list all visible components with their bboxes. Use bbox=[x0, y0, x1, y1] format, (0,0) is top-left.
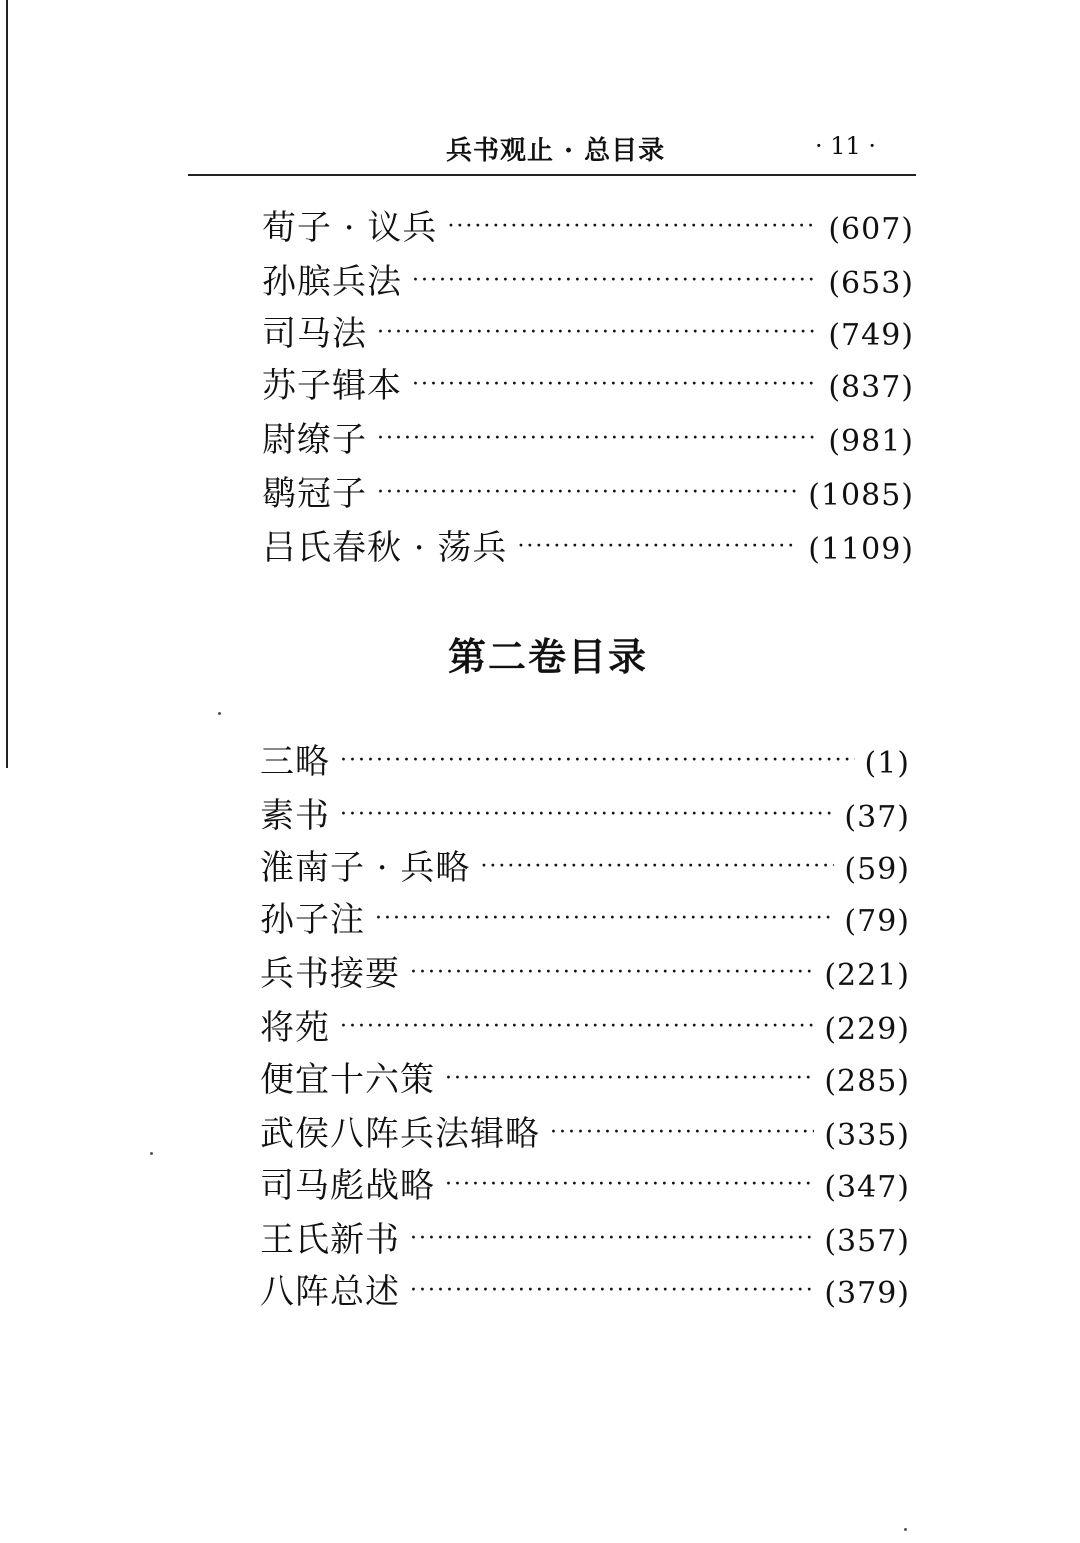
scan-speck bbox=[150, 1152, 153, 1155]
toc-entry-title: 司马法 bbox=[262, 314, 367, 354]
dot-leader bbox=[412, 372, 818, 397]
toc-entry-page: (749) bbox=[828, 318, 914, 353]
toc-entry-page: (221) bbox=[824, 958, 910, 993]
dot-leader bbox=[445, 1066, 814, 1091]
dot-leader bbox=[377, 426, 818, 451]
toc-entry-title: 苏子辑本 bbox=[262, 366, 402, 406]
dot-leader bbox=[410, 1226, 814, 1251]
toc-entry[interactable] bbox=[260, 1264, 910, 1316]
header-rule bbox=[188, 174, 916, 176]
toc-entry-title: 三略 bbox=[260, 742, 330, 782]
toc-entry[interactable] bbox=[262, 520, 914, 572]
toc-entry-page: (653) bbox=[828, 266, 914, 301]
toc-entry-title: 兵书接要 bbox=[260, 954, 400, 994]
toc-entry-page: (1109) bbox=[808, 532, 914, 567]
toc-entry-title: 尉缭子 bbox=[262, 420, 367, 460]
toc-entry-page: (37) bbox=[844, 800, 910, 835]
toc-entry[interactable] bbox=[260, 734, 910, 786]
dot-leader bbox=[340, 1014, 814, 1039]
toc-entry-title: 便宜十六策 bbox=[260, 1060, 435, 1100]
toc-entry-title: 素书 bbox=[260, 796, 330, 836]
scan-speck bbox=[904, 1528, 907, 1531]
running-title: 兵书观止 · 总目录 bbox=[446, 136, 666, 166]
dot-leader bbox=[410, 960, 814, 985]
dot-leader bbox=[412, 268, 818, 293]
toc-entry-page: (607) bbox=[828, 212, 914, 247]
dot-leader bbox=[410, 1278, 814, 1303]
dot-leader bbox=[447, 214, 818, 239]
toc-entry[interactable] bbox=[260, 1000, 910, 1052]
toc-entry-page: (285) bbox=[824, 1064, 910, 1099]
dot-leader bbox=[445, 1172, 814, 1197]
dot-leader bbox=[377, 320, 818, 345]
toc-entry[interactable] bbox=[260, 946, 910, 998]
toc-entry-page: (335) bbox=[824, 1118, 910, 1153]
scan-speck bbox=[218, 712, 221, 715]
toc-entry[interactable] bbox=[262, 412, 914, 464]
toc-entry-page: (379) bbox=[824, 1276, 910, 1311]
toc-entry-page: (229) bbox=[824, 1012, 910, 1047]
toc-entry-title: 孙膑兵法 bbox=[262, 262, 402, 302]
toc-entry[interactable] bbox=[260, 1106, 910, 1158]
toc-entry-title: 八阵总述 bbox=[260, 1272, 400, 1312]
dot-leader bbox=[375, 906, 834, 931]
toc-entry-title: 鹖冠子 bbox=[262, 474, 367, 514]
toc-entry-title: 将苑 bbox=[260, 1008, 330, 1048]
toc-entry[interactable] bbox=[260, 1052, 910, 1104]
toc-entry[interactable] bbox=[262, 254, 914, 306]
toc-entry-page: (1) bbox=[864, 746, 910, 781]
toc-entry-title: 淮南子 · 兵略 bbox=[260, 848, 471, 888]
dot-leader bbox=[340, 802, 834, 827]
toc-entry-title: 吕氏春秋 · 荡兵 bbox=[262, 528, 508, 568]
toc-entry-title: 司马彪战略 bbox=[260, 1166, 435, 1206]
dot-leader bbox=[517, 534, 798, 559]
toc-entry-page: (981) bbox=[828, 424, 914, 459]
toc-entry-title: 王氏新书 bbox=[260, 1220, 400, 1260]
dot-leader bbox=[377, 480, 798, 505]
toc-entry[interactable] bbox=[260, 1158, 910, 1210]
toc-entry-title: 武侯八阵兵法辑略 bbox=[260, 1114, 540, 1154]
toc-entry-title: 荀子 · 议兵 bbox=[262, 208, 438, 248]
toc-entry[interactable] bbox=[262, 200, 914, 252]
toc-entry[interactable] bbox=[262, 358, 914, 410]
toc-entry[interactable] bbox=[262, 466, 914, 518]
toc-entry[interactable] bbox=[260, 892, 910, 944]
toc-entry-page: (357) bbox=[824, 1224, 910, 1259]
running-header bbox=[188, 124, 916, 172]
toc-entry-page: (59) bbox=[844, 852, 910, 887]
toc-entry[interactable] bbox=[260, 788, 910, 840]
toc-entry[interactable] bbox=[262, 306, 914, 358]
toc-entry-title: 孙子注 bbox=[260, 900, 365, 940]
dot-leader bbox=[480, 854, 834, 879]
toc-entry[interactable] bbox=[260, 1212, 910, 1264]
toc-entry-page: (837) bbox=[828, 370, 914, 405]
toc-entry[interactable] bbox=[260, 840, 910, 892]
toc-entry-page: (79) bbox=[844, 904, 910, 939]
page-number: · 11 · bbox=[814, 132, 876, 160]
toc-entry-page: (1085) bbox=[808, 478, 914, 513]
dot-leader bbox=[340, 748, 855, 773]
section-heading: 第二卷目录 bbox=[447, 634, 648, 679]
toc-entry-page: (347) bbox=[824, 1170, 910, 1205]
dot-leader bbox=[550, 1120, 814, 1145]
